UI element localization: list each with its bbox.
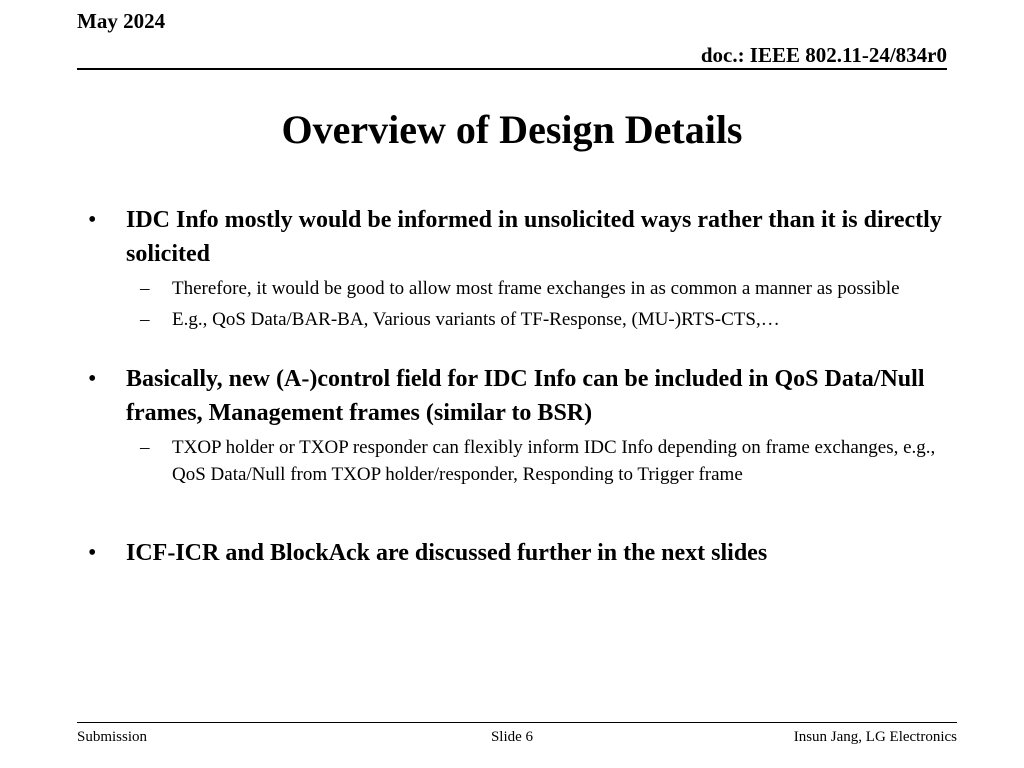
bullet-text: ICF-ICR and BlockAck are discussed further in the next slides [126, 540, 768, 566]
sub-bullet-item-1-2 [80, 306, 960, 333]
sub-bullet-item-2-1 [80, 434, 960, 488]
sub-bullet-text: E.g., QoS Data/BAR-BA, Various variants of TF-Response, (MU-)RTS-CTS,… [172, 309, 780, 330]
sub-bullet-marker: – [140, 278, 150, 299]
footer-submission: Submission [77, 729, 148, 745]
sub-bullet-marker: – [140, 437, 150, 458]
sub-bullet-text: Therefore, it would be good to allow most frame exchanges in as common a manner as possible [172, 278, 900, 299]
sub-bullet-text: TXOP holder or TXOP responder can flexibly inform IDC Info depending on frame exchanges, e.g., QoS Data/Null from TXOP holder/responder, Responding to Trigger frame [172, 437, 936, 485]
bullet-marker: • [88, 366, 97, 392]
slide-body [80, 203, 960, 570]
bullet-marker: • [88, 207, 97, 233]
sub-bullet-item-1-1 [80, 275, 960, 302]
sub-bullet-marker: – [140, 309, 150, 330]
footer-divider [77, 722, 957, 723]
bullet-item-1 [80, 203, 960, 271]
bullet-text: Basically, new (A-)control field for IDC Info can be included in QoS Data/Null frames, Management frames (similar to BSR) [126, 366, 925, 426]
bullet-item-3 [80, 536, 960, 570]
bullet-marker: • [88, 540, 97, 566]
footer-author: Insun Jang, LG Electronics [793, 729, 957, 745]
header-date: May 2024 [77, 9, 166, 33]
header-divider [77, 68, 947, 70]
header-doc-id: doc.: IEEE 802.11-24/834r0 [700, 43, 947, 67]
bullet-text: IDC Info mostly would be informed in unsolicited ways rather than it is directly solicited [126, 207, 942, 267]
bullet-item-2 [80, 362, 960, 430]
footer-slide-number: Slide 6 [490, 729, 534, 745]
slide-title: Overview of Design Details [281, 107, 743, 152]
